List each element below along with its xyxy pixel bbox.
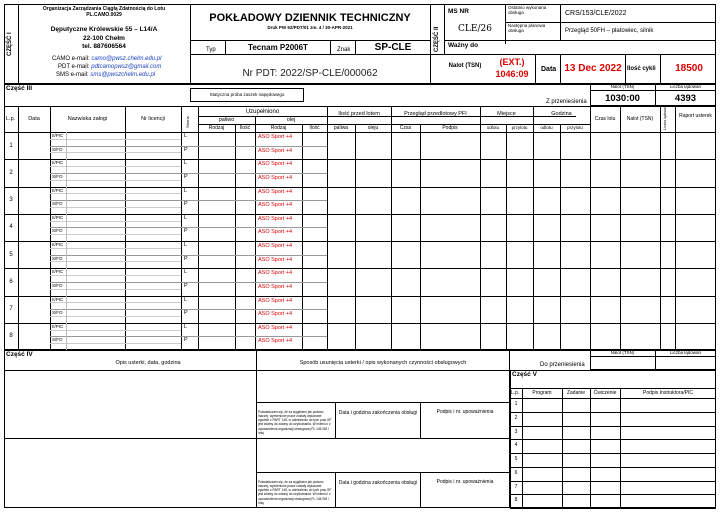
col-nalot-tsn: Nalot (TSN) bbox=[626, 116, 654, 122]
typ-label: Typ bbox=[206, 47, 216, 53]
v-row-lp: 1 bbox=[514, 401, 518, 407]
pdt-email-link[interactable]: pdtcamopwsz@gmail.com bbox=[91, 64, 162, 70]
org-name: Organizacja Zarządzania Ciągłą Zdatnością do Lotu bbox=[42, 6, 166, 12]
col-przeglad: Przegląd przedlotowy PFI bbox=[404, 111, 467, 117]
row-sfo-label: S/FO bbox=[52, 310, 63, 316]
col-lp: L.p. bbox=[6, 116, 16, 122]
row-oil-type-p: ASO Sport +4 bbox=[258, 311, 293, 318]
row-oil-type-p: ASO Sport +4 bbox=[258, 256, 293, 263]
data-godzina-1: Data i godzina zakończenia obsługi bbox=[338, 410, 418, 416]
aircraft-type: Tecnam P2006T bbox=[248, 43, 308, 52]
pdt-email-label: PDT e-mail: bbox=[58, 64, 90, 70]
row-side-p: P bbox=[184, 173, 188, 180]
flight-date: 13 Dec 2022 bbox=[564, 63, 622, 74]
row-sfo-label: S/FO bbox=[52, 201, 63, 207]
col-raport-usterek: Raport usterek bbox=[679, 113, 712, 119]
sms-email-label: SMS e-mail: bbox=[56, 72, 89, 78]
v-row-lp: 6 bbox=[514, 469, 518, 476]
row-oil-type-p: ASO Sport +4 bbox=[258, 174, 293, 181]
v-col-lp: L.p. bbox=[511, 390, 520, 396]
nastepna-label: Następna planowa obsługa bbox=[508, 23, 546, 33]
pdt-number: Nr PDT: 2022/SP-CLE/000062 bbox=[242, 68, 378, 79]
v-row-lp: 2 bbox=[514, 414, 518, 421]
data-label: Data bbox=[541, 66, 557, 73]
carry-out-ladowan-label: Liczba lądowań bbox=[669, 350, 702, 355]
row-oil-type-l: ASO Sport +4 bbox=[258, 188, 293, 195]
row-oil-type-l: ASO Sport +4 bbox=[258, 243, 293, 249]
row-pic-label: II/PIC bbox=[52, 323, 64, 329]
row-side-l: L bbox=[184, 323, 188, 330]
ms-nr-label: MS NR bbox=[448, 8, 469, 15]
row-lp: 1 bbox=[9, 142, 13, 149]
cykli-label: Ilość cykli bbox=[627, 66, 656, 72]
row-lp: 8 bbox=[9, 333, 13, 340]
row-side-p: P bbox=[184, 146, 188, 153]
row-side-l: L bbox=[184, 160, 188, 167]
v-row-lp: 7 bbox=[514, 483, 518, 490]
v-row-lp: 8 bbox=[514, 497, 518, 504]
carry-ladowan-label: Liczba lądowań bbox=[669, 84, 702, 89]
row-oil-type-l: ASO Sport +4 bbox=[258, 270, 293, 277]
row-oil-type-l: ASO Sport +4 bbox=[258, 297, 293, 304]
cert-text-2: Poświadczam się, że za wyjątkiem jak podano inaczej, wymienione prace zostały wykonane zgodnie z PART 145, w odniesieniu do tych prac SP jest zdatny do zdatny do użytkowania. W imieniu i z upoważnienia organizacji obsługowej PL.145.SM / Imię bbox=[258, 480, 332, 505]
czesc-ii-label: CZĘŚĆ II bbox=[434, 26, 440, 52]
col-miejsce: Miejsce bbox=[497, 111, 516, 117]
z-przeniesienia-label: Z przeniesienia bbox=[546, 99, 587, 105]
document-title: POKŁADOWY DZIENNIK TECHNICZNY bbox=[209, 12, 411, 24]
carry-ladowan-value: 4393 bbox=[674, 93, 697, 104]
row-oil-type-l: ASO Sport +4 bbox=[258, 215, 293, 222]
row-side-l: L bbox=[184, 214, 188, 221]
v-row-lp: 5 bbox=[514, 456, 518, 462]
col-podpis: Podpis bbox=[442, 125, 458, 131]
row-side-l: L bbox=[184, 242, 188, 248]
col-licencji: Nr licencji bbox=[141, 116, 165, 122]
row-side-l: L bbox=[184, 133, 188, 139]
v-col-program: Program bbox=[532, 390, 552, 396]
czesc-i-label: CZĘŚĆ I bbox=[7, 32, 13, 56]
row-pic-label: II/PIC bbox=[52, 242, 64, 247]
org-city: 22-100 Chełm bbox=[83, 35, 125, 42]
sposob-header: Sposób usunięcia usterki / opis wykonanych czynności obsługowych bbox=[299, 360, 467, 366]
nalot-value: 1046:09 bbox=[495, 69, 529, 79]
opis-usterki-header: Opis usterki, data, godzina bbox=[115, 360, 181, 366]
static-test-label: Statyczna próba zaszek napędowego bbox=[209, 92, 285, 97]
row-lp: 4 bbox=[9, 224, 13, 231]
org-camo-number: PL.CAMO.0029 bbox=[86, 12, 122, 18]
col-przed-oleju: oleju bbox=[367, 125, 379, 131]
nalot-label: Nalot (TSN) bbox=[448, 63, 482, 69]
do-przeniesienia-label: Do przeniesienia bbox=[540, 362, 585, 368]
aircraft-registration: SP-CLE bbox=[374, 42, 412, 53]
carry-nalot-value: 1030:00 bbox=[605, 93, 640, 104]
col-godzina-przylotu: przylotu bbox=[567, 125, 583, 130]
col-miejsce-przylotu: przylotu bbox=[511, 125, 528, 130]
row-sfo-label: S/FO bbox=[52, 173, 63, 179]
row-sfo-label: S/FO bbox=[52, 337, 63, 343]
row-oil-type-l: ASO Sport +4 bbox=[258, 161, 293, 168]
row-oil-type-l: ASO Sport +4 bbox=[258, 134, 293, 140]
col-strona: Strona bbox=[185, 116, 190, 128]
row-lp: 6 bbox=[9, 278, 13, 285]
row-lp: 5 bbox=[9, 251, 13, 258]
v-col-zadanie: Zadanie bbox=[566, 390, 586, 396]
row-side-l: L bbox=[184, 296, 188, 303]
podpis-upowaznienia-1: Podpis i nr. upoważnienia bbox=[436, 409, 494, 415]
row-oil-type-p: ASO Sport +4 bbox=[258, 283, 293, 290]
row-sfo-label: S/FO bbox=[52, 255, 63, 261]
row-side-l: L bbox=[184, 187, 188, 194]
col-czas-lotu: Czas lotu bbox=[594, 116, 616, 122]
row-side-p: P bbox=[184, 255, 188, 262]
data-godzina-2: Data i godzina zakończenia obsługi bbox=[338, 480, 418, 486]
v-col-cwiczenie: Ćwiczenie bbox=[593, 390, 617, 396]
row-oil-type-p: ASO Sport +4 bbox=[258, 202, 293, 209]
nalot-ext: (EXT.) bbox=[499, 57, 525, 67]
ostatnio-value: CRS/153/CLE/2022 bbox=[565, 10, 627, 17]
row-side-p: P bbox=[184, 228, 188, 235]
v-col-podpis: Podpis Instruktora/PIC bbox=[642, 390, 694, 396]
row-pic-label: II/PIC bbox=[52, 214, 64, 220]
czesc-iii-label: Część III bbox=[6, 85, 33, 92]
col-godzina-odlotu: odlotu bbox=[540, 125, 553, 130]
col-data: Data bbox=[28, 116, 40, 122]
znak-label: Znak bbox=[337, 47, 351, 53]
row-sfo-label: S/FO bbox=[52, 228, 63, 234]
camo-email-link[interactable]: camo@pwsz.chelm.edu.pl bbox=[91, 56, 162, 62]
row-oil-type-p: ASO Sport +4 bbox=[258, 338, 293, 345]
row-lp: 2 bbox=[9, 169, 13, 176]
ms-nr-value: CLE/26 bbox=[458, 24, 492, 34]
col-ilosc-paliwo: Ilość bbox=[239, 125, 251, 131]
czesc-iv-label: Część IV bbox=[6, 351, 33, 358]
row-pic-label: II/PIC bbox=[52, 269, 64, 275]
col-nazwiska: Nazwiska załogi bbox=[67, 116, 108, 122]
wazny-do-label: Ważny do bbox=[448, 42, 479, 49]
col-olej: olej bbox=[286, 117, 296, 123]
v-row-lp: 4 bbox=[514, 442, 518, 449]
podpis-upowaznienia-2: Podpis i nr. upoważnienia bbox=[436, 479, 494, 485]
col-czas: Czas bbox=[399, 125, 412, 131]
row-oil-type-p: ASO Sport +4 bbox=[258, 147, 293, 154]
row-pic-label: II/PIC bbox=[52, 160, 64, 166]
carry-nalot-label: Nalot (TSN) bbox=[610, 84, 635, 89]
col-przed-paliwa: paliwa bbox=[333, 125, 349, 131]
carry-out-nalot-label: Nalot (TSN) bbox=[610, 350, 635, 355]
row-pic-label: II/PIC bbox=[52, 296, 64, 302]
document-form-number: Druk PW 52/PDT/01 zm. 4 / 30-APR-2021 bbox=[267, 25, 353, 30]
row-side-p: P bbox=[184, 282, 188, 289]
camo-email-label: CAMO e-mail: bbox=[52, 56, 90, 62]
row-oil-type-l: ASO Sport +4 bbox=[258, 324, 293, 331]
cykli-value: 18500 bbox=[675, 63, 703, 74]
czesc-v-label: Część V bbox=[512, 371, 537, 378]
col-ilosc-przed: Ilość przed lotem bbox=[338, 111, 380, 117]
row-oil-type-p: ASO Sport +4 bbox=[258, 229, 293, 236]
row-lp: 3 bbox=[9, 197, 13, 204]
row-sfo-label: S/FO bbox=[52, 282, 63, 288]
sms-email-link[interactable]: sms@pwszchelm.edu.pl bbox=[90, 72, 156, 78]
col-ilosc-olej: Ilość bbox=[309, 125, 320, 131]
col-rodzaj-olej: Rodzaj bbox=[270, 125, 287, 131]
col-godzina: Godzina bbox=[551, 111, 572, 117]
row-lp: 7 bbox=[9, 306, 13, 313]
row-side-p: P bbox=[184, 310, 188, 317]
row-pic-label: II/PIC bbox=[52, 187, 64, 193]
row-side-p: P bbox=[184, 337, 188, 344]
row-sfo-label: S/FO bbox=[52, 146, 63, 152]
row-pic-label: II/PIC bbox=[52, 133, 64, 138]
col-liczba-ladowan: Liczba lądowań bbox=[663, 105, 667, 130]
col-miejsce-odlotu: odlotu bbox=[486, 125, 500, 130]
org-address: Dęputyczne Królewskie 55 – L14/A bbox=[50, 26, 158, 33]
row-side-p: P bbox=[184, 201, 188, 208]
org-phone: tel. 887606564 bbox=[82, 43, 126, 50]
col-uzupelniono: Uzupełniono bbox=[245, 109, 280, 115]
ostatnio-label: Ostatnio wykonana obsługa bbox=[508, 5, 547, 15]
nastepna-value: Przegląd 50FH – płatowiec, silnik bbox=[565, 28, 654, 34]
v-row-lp: 3 bbox=[514, 428, 518, 435]
col-rodzaj-paliwo: Rodzaj bbox=[208, 125, 225, 131]
row-side-l: L bbox=[184, 269, 188, 276]
cert-text-1: Poświadczam się, że za wyjątkiem jak podano inaczej, wymienione prace zostały wykonane zgodnie z PART 145, w odniesieniu do tych prac SP jest zdatny do zdatny do użytkowania. W imieniu i z upoważnienia organizacji obsługowej PL.145.SM / Imię bbox=[258, 410, 332, 435]
col-paliwo: paliwo bbox=[218, 117, 235, 123]
